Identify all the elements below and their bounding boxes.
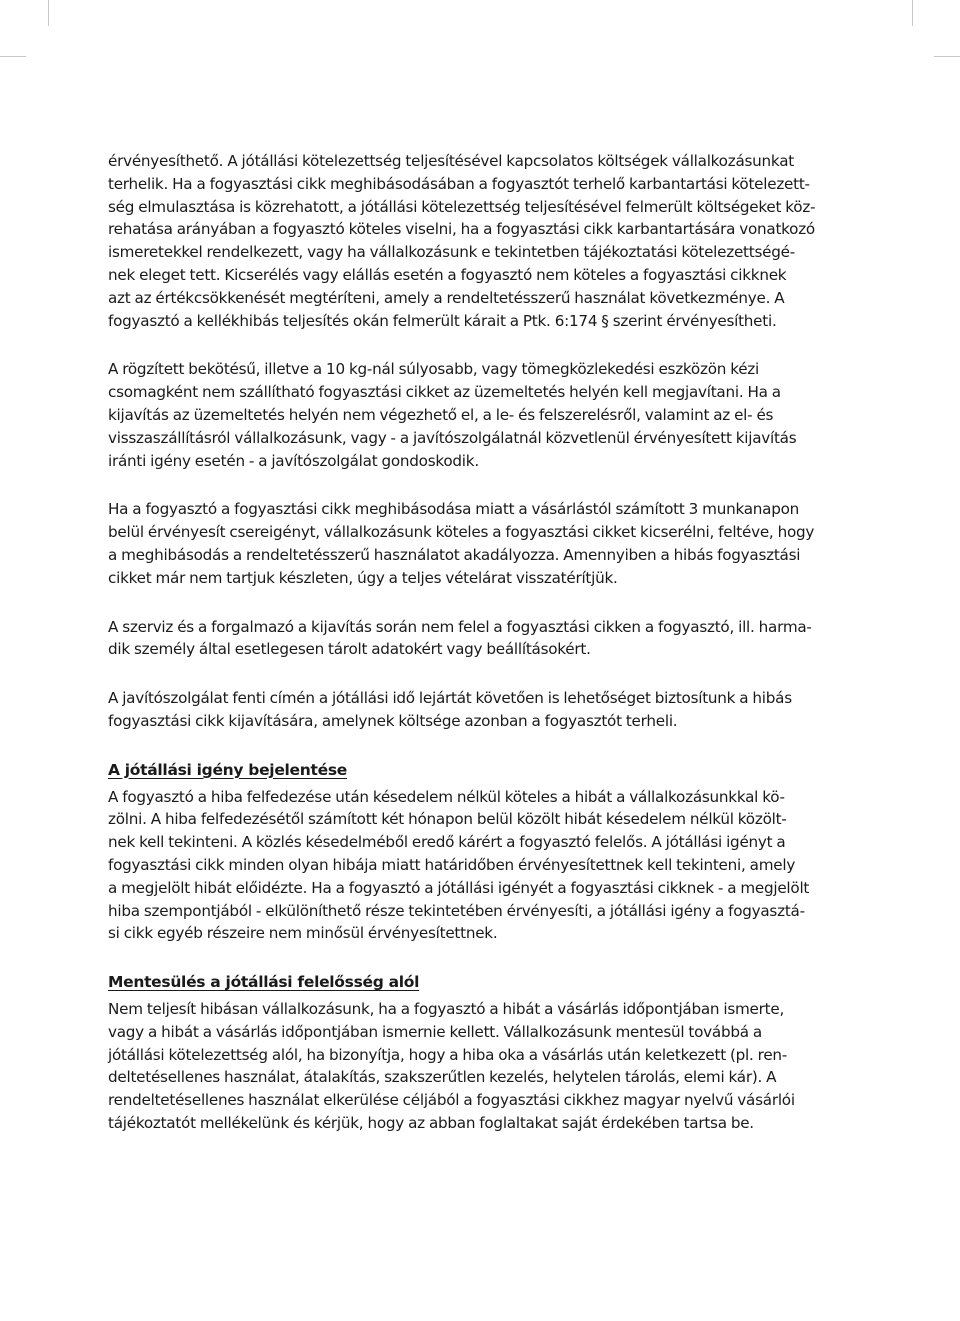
paragraph-gap — [108, 733, 848, 759]
section-warranty-claim — [108, 759, 848, 945]
paragraph-gap — [108, 945, 848, 971]
text-line: jótállási kötelezettség alól, ha bizonyítja, hogy a hiba oka a vásárlás után keletkezett (pl. ren- — [108, 1045, 788, 1064]
crop-mark-right-top — [934, 56, 960, 57]
text-line: deltetésellenes használat, átalakítás, szakszerűtlen kezelés, helytelen tárolás, elemi kár). A — [108, 1068, 777, 1087]
paragraph-gap — [108, 332, 848, 358]
section-heading — [108, 971, 848, 994]
text-line: ség elmulasztása is közrehatott, a jótállási kötelezettség teljesítésével felmerült költségeket köz- — [108, 197, 816, 216]
document-page — [108, 150, 848, 1135]
text-line: A fogyasztó a hiba felfedezése után késedelem nélkül köteles a hibát a vállalkozásunkkal kö- — [108, 787, 785, 806]
text-line: Ha a fogyasztó a fogyasztási cikk meghibásodása miatt a vásárlástól számított 3 munkanapon — [108, 500, 800, 519]
section-heading-text: A jótállási igény bejelentése — [108, 760, 347, 779]
text-line: Nem teljesít hibásan vállalkozásunk, ha a fogyasztó a hibát a vásárlás időpontjában ismerte, — [108, 999, 785, 1018]
paragraph-gap — [108, 472, 848, 498]
paragraph-3 — [108, 498, 848, 589]
text-line: tájékoztatót mellékelünk és kérjük, hogy az abban foglaltakat saját érdekében tartsa be. — [108, 1113, 754, 1132]
text-line: fogyasztási cikk kijavítására, amelynek költsége azonban a fogyasztót terheli. — [108, 711, 678, 730]
text-line: nek kell tekinteni. A közlés késedelméből eredő kárért a fogyasztó felelős. A jótállási igényt a — [108, 833, 786, 852]
text-line: kijavítás az üzemeltetés helyén nem végezhető el, a le- és felszerelésről, valamint az el- és — [108, 405, 774, 424]
text-line: iránti igény esetén - a javítószolgálat gondoskodik. — [108, 451, 479, 470]
text-line: érvényesíthető. A jótállási kötelezettség teljesítésével kapcsolatos költségek vállalkozásunkat — [108, 152, 794, 170]
crop-mark-top-right — [912, 0, 913, 26]
text-line: fogyasztó a kellékhibás teljesítés okán felmerült kárait a Ptk. 6:174 § szerint érvényesítheti. — [108, 311, 777, 330]
crop-mark-top-left — [48, 0, 49, 26]
text-line: A javítószolgálat fenti címén a jótállási idő lejártát követően is lehetőséget biztosítunk a hibás — [108, 689, 792, 708]
text-line: terhelik. Ha a fogyasztási cikk meghibásodásában a fogyasztót terhelő karbantartási kötelezett- — [108, 174, 810, 193]
text-line: nek eleget tett. Kicserélés vagy elállás esetén a fogyasztó nem köteles a fogyasztási cikknek — [108, 265, 787, 284]
text-line: rehatása arányában a fogyasztó köteles viselni, ha a fogyasztási cikk karbantartására vonatkozó — [108, 220, 815, 239]
text-line: si cikk egyéb részeire nem minősül érvényesítettnek. — [108, 924, 498, 943]
text-line: A szerviz és a forgalmazó a kijavítás során nem felel a fogyasztási cikken a fogyasztó, ill. harma- — [108, 617, 812, 636]
paragraph-5 — [108, 687, 848, 733]
text-line: belül érvényesít csereigényt, vállalkozásunk köteles a fogyasztási cikket kicserélni, feltéve, hogy — [108, 523, 815, 542]
text-line: hiba szempontjából - elkülöníthető része tekintetében érvényesíti, a jótállási igény a fogyasztá- — [108, 901, 805, 920]
section-liability-exemption — [108, 971, 848, 1135]
text-line: visszaszállításról vállalkozásunk, vagy - a javítószolgálatnál közvetlenül érvényesített kijavítás — [108, 428, 797, 447]
text-line: cikket már nem tartjuk készleten, úgy a teljes vételárat visszatérítjük. — [108, 568, 618, 587]
text-line: fogyasztási cikk minden olyan hibája miatt határidőben érvényesítettnek kell tekinteni, amely — [108, 855, 796, 874]
text-line: ismeretekkel rendelkezett, vagy ha vállalkozásunk e tekintetben tájékoztatási kötelezettségé- — [108, 243, 795, 262]
paragraph-gap — [108, 661, 848, 687]
text-line: a megjelölt hibát előidézte. Ha a fogyasztó a jótállási igényét a fogyasztási cikknek - a megjelölt — [108, 878, 810, 897]
text-line: a meghibásodás a rendeltetésszerű használatot akadályozza. Amennyiben a hibás fogyasztási — [108, 545, 801, 564]
text-line: dik személy által esetlegesen tárolt adatokért vagy beállításokért. — [108, 640, 591, 659]
paragraph-4 — [108, 616, 848, 662]
paragraph-1 — [108, 150, 848, 332]
section-heading-text: Mentesülés a jótállási felelősség alól — [108, 973, 420, 992]
text-line: vagy a hibát a vásárlás időpontjában ismernie kellett. Vállalkozásunk mentesül továbbá a — [108, 1022, 762, 1041]
text-line: azt az értékcsökkenését megtéríteni, amely a rendeltetésszerű használat következménye. A — [108, 288, 785, 307]
text-line: A rögzített bekötésű, illetve a 10 kg-nál súlyosabb, vagy tömegközlekedési eszközön kézi — [108, 360, 759, 379]
text-line: csomagként nem szállítható fogyasztási cikket az üzemeltetés helyén kell megjavítani. Ha a — [108, 383, 781, 402]
paragraph-2 — [108, 358, 848, 472]
paragraph-gap — [108, 590, 848, 616]
crop-mark-left-top — [0, 56, 26, 57]
text-line: rendeltetésellenes használat elkerülése céljából a fogyasztási cikkhez magyar nyelvű vásárlói — [108, 1091, 795, 1110]
section-heading — [108, 759, 848, 782]
text-line: zölni. A hiba felfedezésétől számított két hónapon belül közölt hibát késedelem nélkül közölt- — [108, 810, 787, 829]
